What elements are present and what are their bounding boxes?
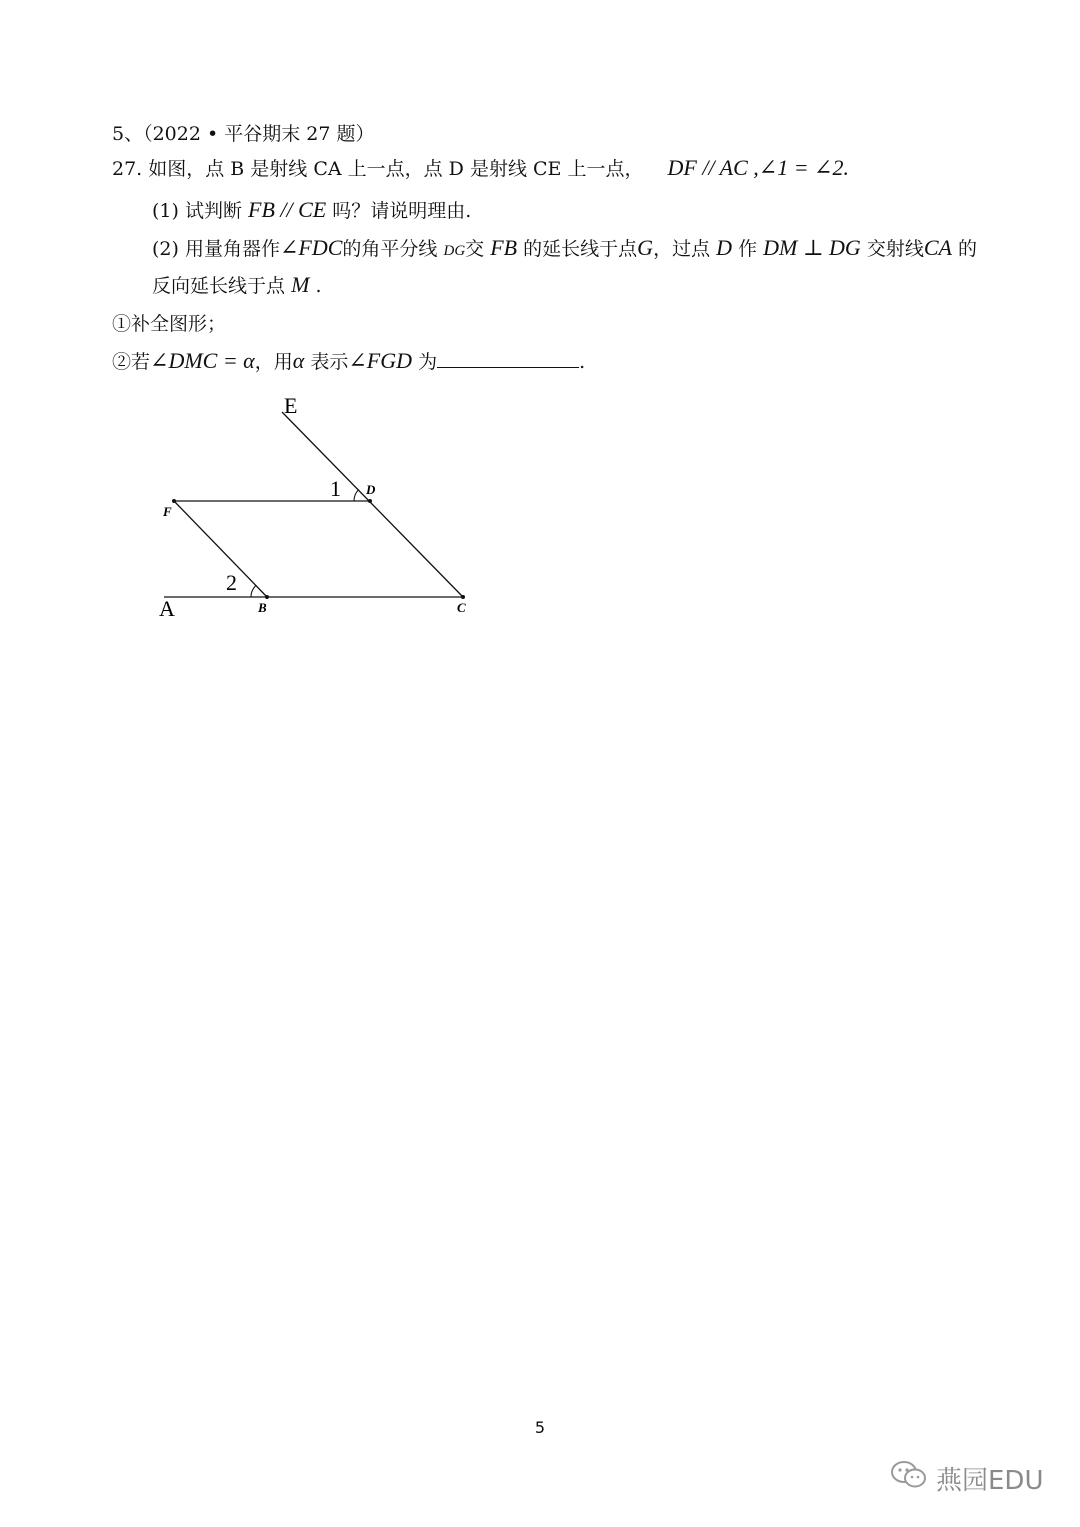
angle-fdc: ∠FDC [279, 235, 343, 260]
part-2-text-c: 交 [465, 238, 485, 260]
part-2-continue: 反向延长线于点 [152, 275, 286, 297]
point-b-dot [265, 595, 269, 599]
label-angle-1: 1 [330, 476, 341, 501]
point-m: M [291, 272, 310, 297]
part-1-math: FB // CE [248, 197, 327, 222]
sub-2-post: 为 [418, 351, 438, 373]
sub-2-mid: ，用 [254, 351, 293, 373]
geometry-figure [150, 390, 490, 630]
angle-fgd: ∠FGD [348, 348, 413, 373]
part-2-text-d: 的延长线于点 [523, 238, 638, 260]
part-2-label: (2) [152, 238, 179, 260]
sub-2-mid2: 表示 [310, 351, 349, 373]
stem-condition: DF // AC ,∠1 = ∠2. [667, 155, 849, 180]
part-2-line-1 [152, 236, 977, 263]
label-d: D [366, 482, 376, 497]
label-angle-2: 2 [226, 570, 237, 595]
part-2-text-h: 的 [958, 238, 978, 260]
label-b: B [258, 600, 267, 615]
question-stem [112, 156, 849, 181]
alpha-symbol: α [292, 348, 305, 373]
label-f: F [163, 504, 172, 519]
stem-text: 如图，点 B 是射线 CA 上一点，点 D 是射线 CE 上一点， [148, 158, 644, 180]
part-2-line-2 [152, 273, 321, 298]
sub-2-end: . [579, 351, 586, 373]
part-2-text-a: 用量角器作 [184, 238, 280, 260]
question-number: 27. [112, 158, 143, 180]
part-2-text-b: 的角平分线 [342, 238, 438, 260]
question-source [112, 122, 374, 146]
part-1-label: (1) [152, 200, 179, 222]
label-c: C [457, 600, 466, 615]
period: . [315, 275, 322, 297]
sub-question-1 [112, 312, 226, 336]
point-g: G [637, 235, 654, 260]
part-2-text-e: ，过点 [653, 238, 711, 260]
page-number: 5 [534, 1418, 546, 1437]
part-2-text-g: 交射线 [866, 238, 924, 260]
sub-1-text: ①补全图形； [112, 313, 227, 335]
source-text: 5、（2022 • 平谷期末 27 题） [112, 123, 375, 145]
label-a: A [159, 596, 175, 621]
point-f-dot [172, 499, 176, 503]
watermark-text: 燕园EDU [936, 1466, 1044, 1496]
angle-2-arc [251, 586, 256, 598]
point-d-dot [368, 499, 372, 503]
sub-2-condition: ∠DMC = α [150, 348, 255, 373]
point-d: D [716, 235, 733, 260]
part-1 [152, 198, 471, 223]
segment-fb: FB [490, 235, 518, 260]
answer-blank[interactable] [437, 349, 579, 368]
wechat-icon [890, 1460, 928, 1497]
angle-1-arc [354, 490, 359, 502]
part-1-post: 吗？请说明理由. [332, 200, 472, 222]
label-e: E [284, 393, 298, 418]
watermark [890, 1460, 1043, 1497]
segment-dg: DG [443, 243, 466, 259]
part-1-pre: 试判断 [184, 200, 242, 222]
point-c-dot [461, 595, 465, 599]
ray-ce [282, 412, 463, 597]
sub-question-2 [112, 349, 585, 374]
perp-statement: DM ⊥ DG [763, 235, 861, 260]
part-2-text-f: 作 [738, 238, 758, 260]
segment-fb-line [174, 501, 267, 597]
sub-2-pre: ②若 [112, 351, 151, 373]
ray-ca: CA [923, 235, 952, 260]
